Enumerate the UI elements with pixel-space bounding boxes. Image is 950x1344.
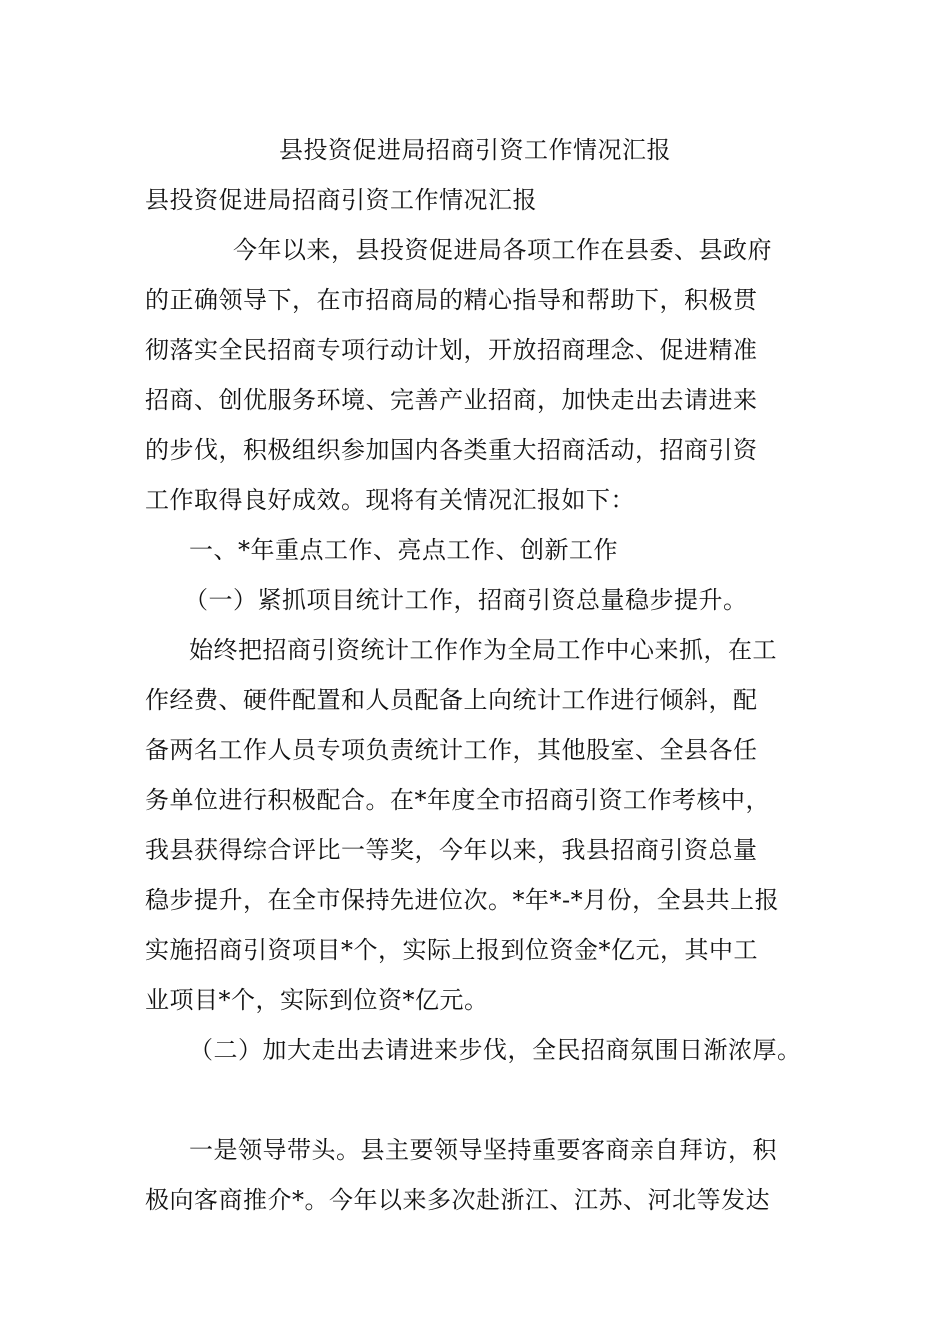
paragraph-line: 业项目*个，实际到位资*亿元。	[145, 986, 489, 1014]
paragraph-line: 的步伐，积极组织参加国内各类重大招商活动，招商引资	[145, 436, 758, 464]
paragraph-line: 始终把招商引资统计工作作为全局工作中心来抓，在工	[189, 636, 777, 664]
subsection-heading: （二）加大走出去请进来步伐，全民招商氛围日渐浓厚。	[189, 1036, 802, 1064]
document-subtitle: 县投资促进局招商引资工作情况汇报	[145, 186, 537, 214]
paragraph-line: 今年以来，县投资促进局各项工作在县委、县政府	[233, 236, 772, 264]
paragraph-line: 的正确领导下，在市招商局的精心指导和帮助下，积极贯	[145, 286, 758, 314]
paragraph-line: 工作取得良好成效。现将有关情况汇报如下：	[145, 486, 635, 514]
section-heading: 一、*年重点工作、亮点工作、创新工作	[189, 536, 618, 564]
paragraph-line: 招商、创优服务环境、完善产业招商，加快走出去请进来	[145, 386, 758, 414]
paragraph-line: 彻落实全民招商专项行动计划，开放招商理念、促进精准	[145, 336, 758, 364]
paragraph-line: 作经费、硬件配置和人员配备上向统计工作进行倾斜，配	[145, 686, 758, 714]
subsection-heading: （一）紧抓项目统计工作，招商引资总量稳步提升。	[184, 586, 748, 614]
paragraph-line: 备两名工作人员专项负责统计工作，其他股室、全县各任	[145, 736, 758, 764]
paragraph-line: 一是领导带头。县主要领导坚持重要客商亲自拜访，积	[189, 1136, 777, 1164]
paragraph-line: 极向客商推介*。今年以来多次赴浙江、江苏、河北等发达	[145, 1186, 770, 1214]
paragraph-line: 我县获得综合评比一等奖，今年以来，我县招商引资总量	[145, 836, 758, 864]
document-title: 县投资促进局招商引资工作情况汇报	[279, 136, 671, 164]
paragraph-line: 务单位进行积极配合。在*年度全市招商引资工作考核中，	[145, 786, 770, 814]
paragraph-line: 实施招商引资项目*个，实际上报到位资金*亿元，其中工	[145, 936, 758, 964]
paragraph-line: 稳步提升，在全市保持先进位次。*年*-*月份，全县共上报	[145, 886, 780, 914]
